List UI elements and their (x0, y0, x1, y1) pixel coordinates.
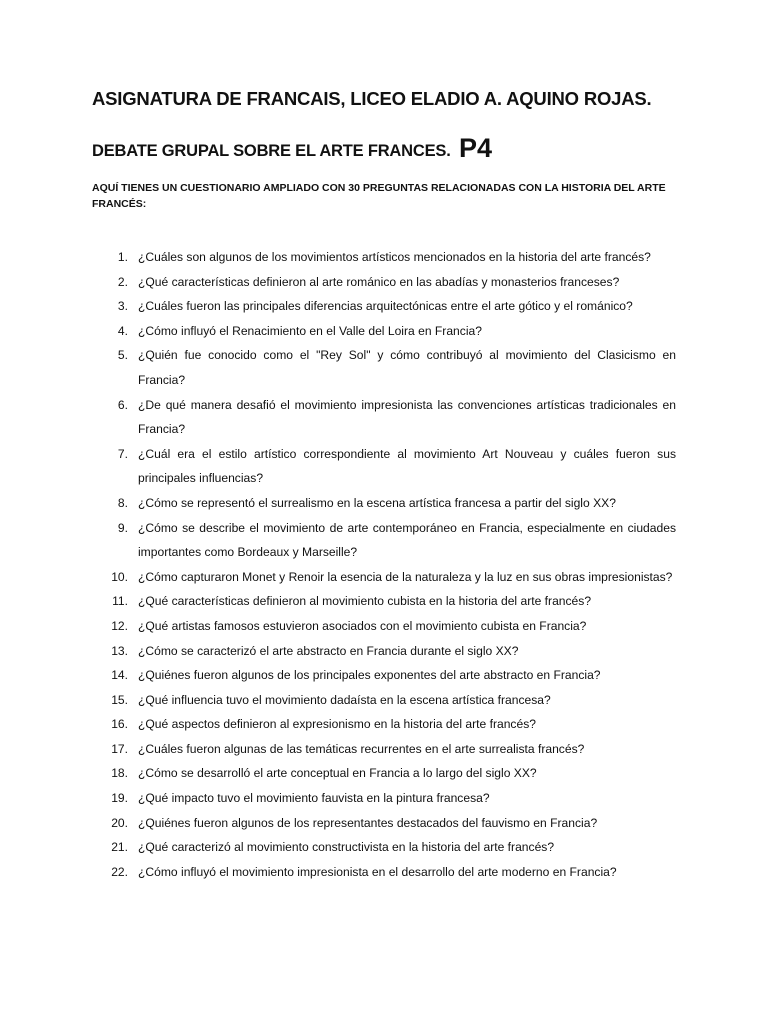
question-text: ¿Qué características definieron al arte románico en las abadías y monasterios franceses? (138, 274, 620, 289)
document-subtitle (92, 132, 492, 163)
question-number: 17. (111, 741, 128, 756)
question-text: ¿Cómo se representó el surrealismo en la escena artística francesa a partir del siglo XX? (138, 495, 616, 510)
question-item (92, 860, 676, 885)
question-list (92, 245, 676, 884)
question-item (92, 786, 676, 811)
question-text: ¿Cómo se desarrolló el arte conceptual en Francia a lo largo del siglo XX? (138, 766, 537, 781)
intro-paragraph: AQUÍ TIENES UN CUESTIONARIO AMPLIADO CON 30 PREGUNTAS RELACIONADAS CON LA HISTORIA DEL ARTE FRANCÉS: (92, 182, 666, 210)
question-text: ¿Qué artistas famosos estuvieron asociados con el movimiento cubista en Francia? (138, 618, 587, 633)
question-text: ¿Cuáles fueron las principales diferencias arquitectónicas entre el arte gótico y el románico? (138, 299, 633, 314)
question-text: ¿Qué impacto tuvo el movimiento fauvista en la pintura francesa? (138, 791, 490, 806)
question-number: 4. (117, 323, 128, 338)
question-text: ¿Cuál era el estilo artístico correspondiente al movimiento Art Nouveau y cuáles fueron sus principales influencias? (138, 446, 676, 486)
question-text: ¿De qué manera desafió el movimiento impresionista las convenciones artísticas tradicionales en Francia? (138, 397, 676, 437)
question-number: 22. (111, 864, 128, 879)
question-number: 7. (117, 446, 128, 461)
question-item (92, 811, 676, 836)
question-text: ¿Qué influencia tuvo el movimiento dadaísta en la escena artística francesa? (138, 692, 551, 707)
question-item (92, 712, 676, 737)
question-item (92, 319, 676, 344)
question-item (92, 491, 676, 516)
question-number: 15. (111, 692, 128, 707)
question-number: 16. (111, 717, 128, 732)
question-item (92, 737, 676, 762)
question-item (92, 663, 676, 688)
question-number: 14. (111, 668, 128, 683)
question-item (92, 393, 676, 442)
question-text: ¿Quién fue conocido como el "Rey Sol" y cómo contribuyó al movimiento del Clasicismo en Francia? (138, 348, 676, 387)
question-number: 12. (111, 618, 128, 633)
question-text: ¿Cuáles fueron algunas de las temáticas recurrentes en el arte surrealista francés? (138, 741, 585, 756)
subtitle-text: DEBATE GRUPAL SOBRE EL ARTE FRANCES. (92, 142, 451, 160)
question-item (92, 565, 676, 590)
question-text: ¿Cómo influyó el Renacimiento en el Valle del Loira en Francia? (138, 323, 482, 338)
question-number: 19. (111, 791, 128, 806)
question-number: 5. (117, 348, 128, 363)
question-item (92, 294, 676, 319)
question-number: 18. (111, 766, 128, 781)
question-number: 11. (112, 594, 128, 609)
question-item (92, 835, 676, 860)
question-item (92, 589, 676, 614)
question-number: 3. (117, 299, 128, 314)
question-text: ¿Qué características definieron al movimiento cubista en la historia del arte francés? (138, 594, 592, 609)
question-number: 6. (117, 397, 128, 412)
question-item (92, 442, 676, 491)
question-number: 20. (111, 815, 128, 830)
question-number: 9. (117, 520, 128, 535)
question-item (92, 761, 676, 786)
question-number: 2. (117, 274, 128, 289)
question-item (92, 639, 676, 664)
question-text: ¿Cómo se caracterizó el arte abstracto en Francia durante el siglo XX? (138, 643, 519, 658)
question-text: ¿Cuáles son algunos de los movimientos artísticos mencionados en la historia del arte francés? (138, 250, 651, 264)
question-number: 1. (117, 250, 128, 264)
subtitle-tag: P4 (459, 133, 493, 163)
question-number: 21. (111, 840, 128, 855)
question-text: ¿Quiénes fueron algunos de los principales exponentes del arte abstracto en Francia? (138, 668, 601, 683)
question-text: ¿Qué caracterizó al movimiento constructivista en la historia del arte francés? (138, 840, 555, 855)
question-number: 8. (117, 495, 128, 510)
question-item (92, 614, 676, 639)
document-title: ASIGNATURA DE FRANCAIS, LICEO ELADIO A. AQUINO ROJAS. (92, 88, 652, 109)
question-text: ¿Cómo capturaron Monet y Renoir la esencia de la naturaleza y la luz en sus obras impresionistas? (138, 569, 673, 584)
question-item (92, 270, 676, 295)
question-item (92, 245, 676, 270)
question-text: ¿Cómo influyó el movimiento impresionista en el desarrollo del arte moderno en Francia? (138, 864, 617, 879)
question-text: ¿Qué aspectos definieron al expresionismo en la historia del arte francés? (138, 717, 536, 732)
question-item (92, 343, 676, 392)
question-item (92, 688, 676, 713)
question-text: ¿Cómo se describe el movimiento de arte contemporáneo en Francia, especialmente en ciudades importantes como Bordeaux y Marseille? (138, 520, 676, 560)
question-number: 13. (111, 643, 128, 658)
question-text: ¿Quiénes fueron algunos de los representantes destacados del fauvismo en Francia? (138, 815, 598, 830)
question-item (92, 516, 676, 565)
question-number: 10. (111, 569, 128, 584)
